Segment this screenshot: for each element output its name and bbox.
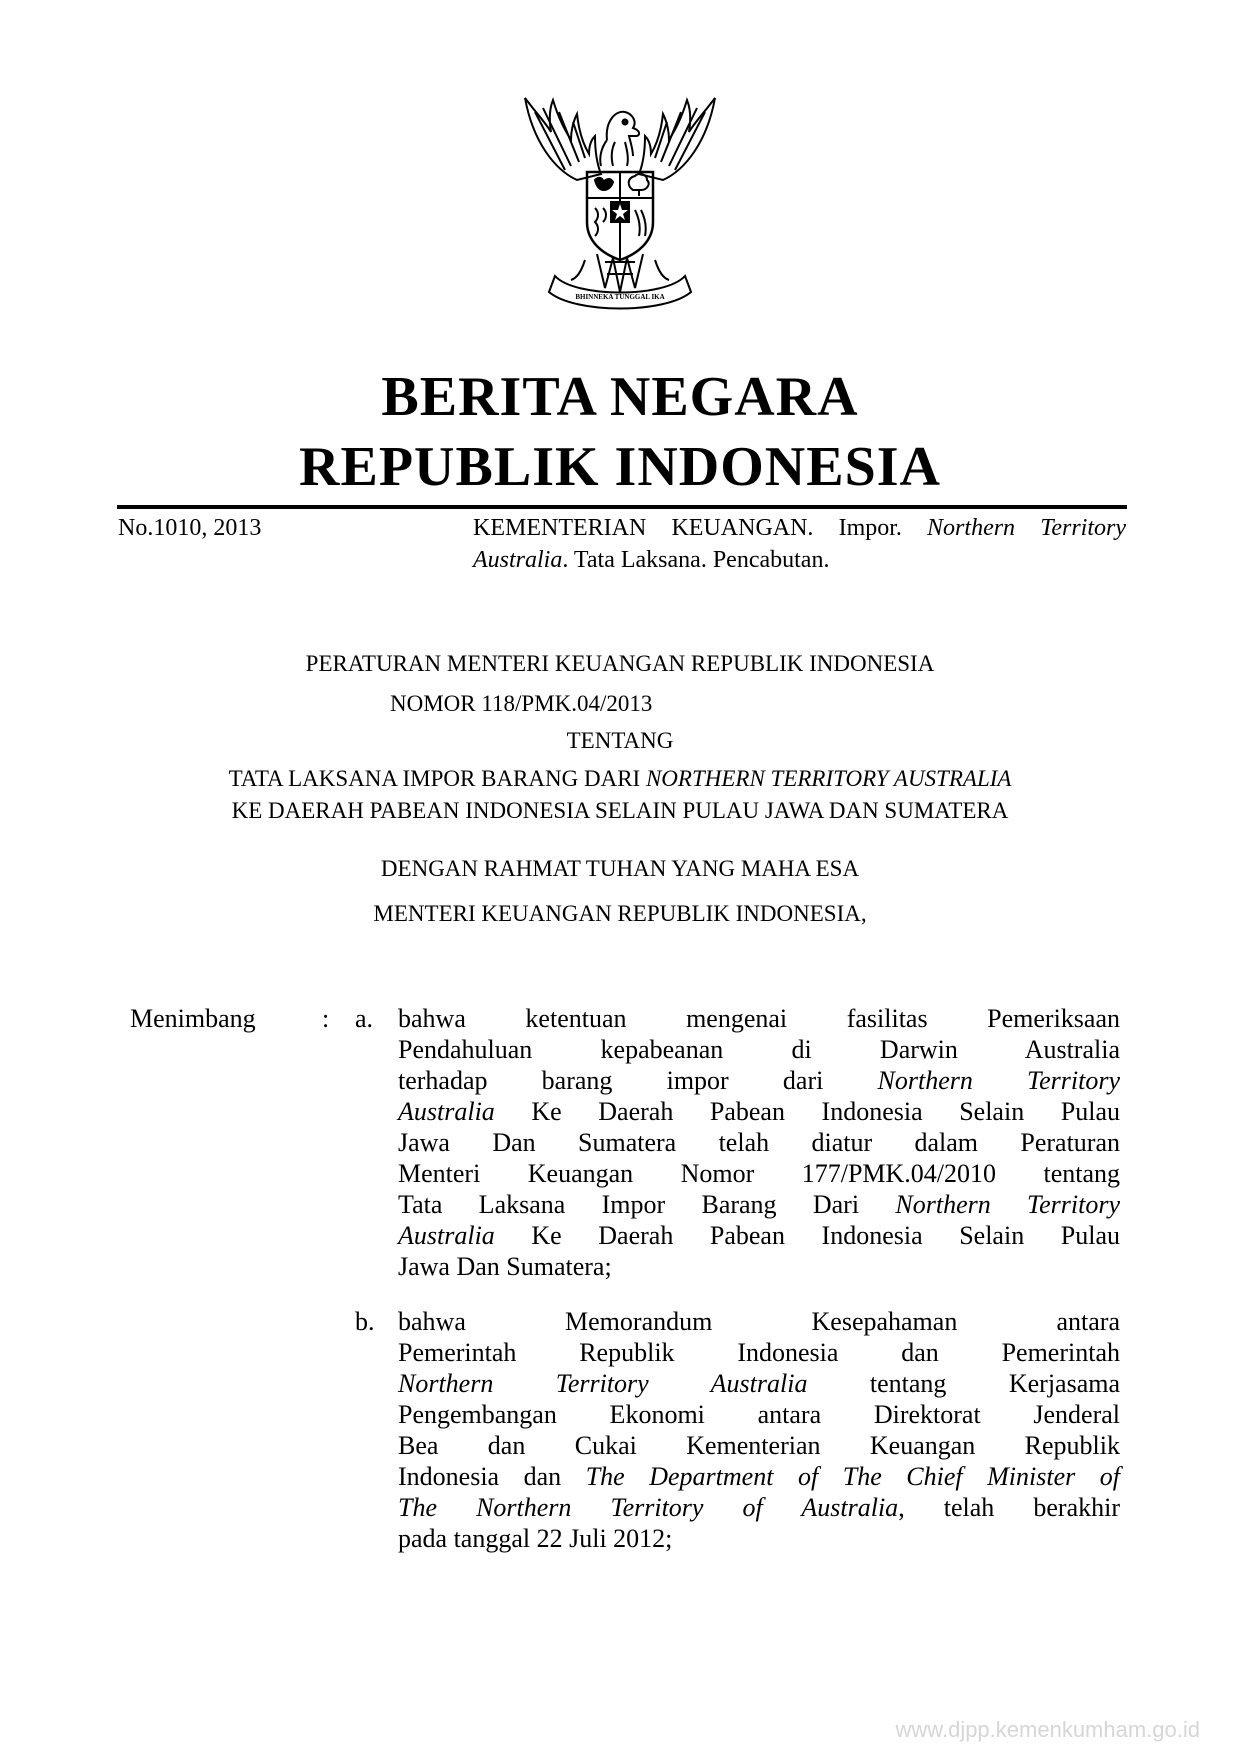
- garuda-pancasila-emblem-icon: [515, 92, 725, 314]
- consideration-a-line: Jawa Dan Sumatera;: [398, 1252, 612, 1281]
- gazette-number: No.1010, 2013: [118, 515, 262, 541]
- gazette-subject-italic: Northern Territory Australia: [473, 515, 1126, 573]
- consideration-b-line: Northern Territory Australia tentang Kerjasama: [398, 1369, 1120, 1398]
- regulation-subject-line1: [0, 764, 1240, 794]
- consideration-b-line: pada tanggal 22 Juli 2012;: [398, 1524, 673, 1553]
- regulation-invocation: DENGAN RAHMAT TUHAN YANG MAHA ESA: [380, 856, 860, 881]
- consideration-a-line: Australia Ke Daerah Pabean Indonesia Selain Pulau: [398, 1097, 1120, 1126]
- regulation-subject-line1-part1: TATA LAKSANA IMPOR BARANG DARI: [228, 766, 646, 791]
- gazette-subject: [473, 512, 1126, 576]
- regulation-subject-line1-italic: NORTHERN TERRITORY AUSTRALIA: [645, 766, 1012, 791]
- consideration-b-line: bahwa Memorandum Kesepahaman antara: [398, 1307, 1120, 1336]
- gazette-title-line1: BERITA NEGARA: [381, 366, 859, 428]
- consideration-a-line: Australia Ke Daerah Pabean Indonesia Selain Pulau: [398, 1221, 1120, 1250]
- emblem-motto: BHINNEKA TUNGGAL IKA: [575, 293, 665, 301]
- regulation-about: TENTANG: [566, 728, 674, 753]
- consideration-b-letter: b.: [355, 1307, 375, 1336]
- regulation-issuer: PERATURAN MENTERI KEUANGAN REPUBLIK INDONESIA: [305, 651, 935, 676]
- consideration-a-line: bahwa ketentuan mengenai fasilitas Pemeriksaan: [398, 1004, 1120, 1033]
- consideration-b-line: Pengembangan Ekonomi antara Direktorat Jenderal: [398, 1400, 1120, 1429]
- consideration-a-line: Pendahuluan kepabeanan di Darwin Australia: [398, 1035, 1120, 1064]
- consideration-a-line: Jawa Dan Sumatera telah diatur dalam Peraturan: [398, 1128, 1120, 1157]
- site-watermark: www.djpp.kemenkumham.go.id: [895, 1717, 1200, 1742]
- gazette-title-line2: REPUBLIK INDONESIA: [299, 436, 941, 498]
- consideration-a-text: [398, 1003, 1120, 1282]
- regulation-number: NOMOR 118/PMK.04/2013: [390, 691, 653, 716]
- header-divider: [117, 505, 1127, 509]
- regulation-subject-line2: KE DAERAH PABEAN INDONESIA SELAIN PULAU JAWA DAN SUMATERA: [231, 798, 1009, 823]
- consideration-a-line: Menteri Keuangan Nomor 177/PMK.04/2010 tentang: [398, 1159, 1120, 1188]
- considerations-label: Menimbang: [130, 1004, 256, 1033]
- consideration-b-line: The Northern Territory of Australia, telah berakhir: [398, 1493, 1121, 1522]
- considerations-colon: :: [322, 1004, 330, 1033]
- consideration-b-line: Pemerintah Republik Indonesia dan Pemerintah: [398, 1338, 1120, 1367]
- consideration-a-line: terhadap barang impor dari Northern Territory: [398, 1066, 1120, 1095]
- consideration-a-line: Tata Laksana Impor Barang Dari Northern Territory: [398, 1190, 1121, 1219]
- gazette-subject-part1: KEMENTERIAN KEUANGAN. Impor.: [473, 515, 928, 541]
- consideration-b-line: Indonesia dan The Department of The Chief Minister of: [398, 1462, 1120, 1491]
- gazette-subject-part2: . Tata Laksana. Pencabutan.: [562, 547, 830, 573]
- consideration-a-letter: a.: [355, 1004, 374, 1033]
- consideration-b-text: [398, 1306, 1120, 1554]
- consideration-b-line: Bea dan Cukai Kementerian Keuangan Republik: [398, 1431, 1120, 1460]
- regulation-minister: MENTERI KEUANGAN REPUBLIK INDONESIA,: [373, 901, 867, 926]
